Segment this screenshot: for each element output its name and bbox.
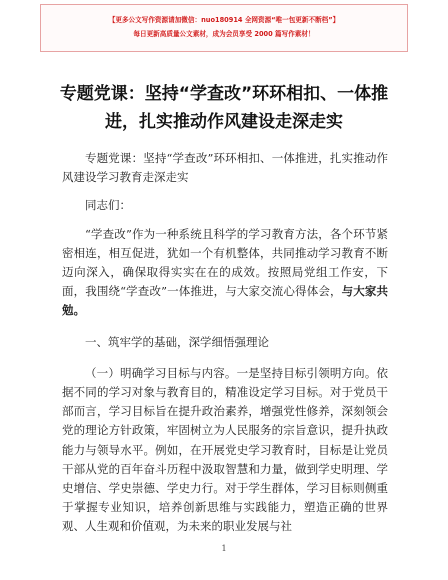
section-heading-1: 一、筑牢学的基础，深学细悟强理论	[85, 334, 269, 349]
promo-line-1: 【更多公文写作资源请加微信：nuo180914 全网资源“唯一包更新不断档”】	[108, 16, 340, 24]
subsection-paragraph-1: （一）明确学习目标与内容。一是坚持目标引领明方向。依据不同的学习对象与教育目的，精准设定学习目标。对于党员干部而言，学习目标旨在提升政治素养，增强党性修养，深刻领会党的理论方针政策，牢固树立为人民服务的宗旨意识，提升执政能力与领导水平。例如，在开展党史学习教育时，目标是让党员干部从党的百年奋斗历程中汲取智慧和力量，做到学史明理、学史增信、学史崇德、学史力行。对于学生群体，学习目标则侧重于掌握专业知识，培养创新思维与实践能力，塑造正确的世界观、人生观和价值观，为未来的职业发展与社	[62, 365, 388, 534]
intro-paragraph	[62, 225, 388, 321]
intro-bold-text: 与大家共勉。	[62, 284, 388, 318]
promo-line-2: 每日更新高质量公文素材，成为会员享受 2000 篇写作素材！	[133, 30, 315, 38]
intro-text: “学查改”作为一种系统且科学的学习教育方法，各个环节紧密相连，相互促进，犹如一个有机整体，共同推动学习教育不断迈向深入，确保取得实实在在的成效。按照局党组工作安，下面，我围绕“学查改”一体推进，与大家交流心得体会，	[62, 226, 388, 299]
promo-banner	[40, 4, 408, 52]
document-title: 专题党课：坚持“学查改”环环相扣、一体推进，扎实推动作风建设走深走实	[59, 84, 389, 132]
salutation: 同志们：	[85, 198, 131, 213]
subtitle-paragraph: 专题党课：坚持“学查改”环环相扣、一体推进，扎实推动作风建设学习教育走深走实	[62, 151, 388, 185]
document-body	[62, 149, 388, 537]
page-number: 1	[221, 544, 227, 553]
